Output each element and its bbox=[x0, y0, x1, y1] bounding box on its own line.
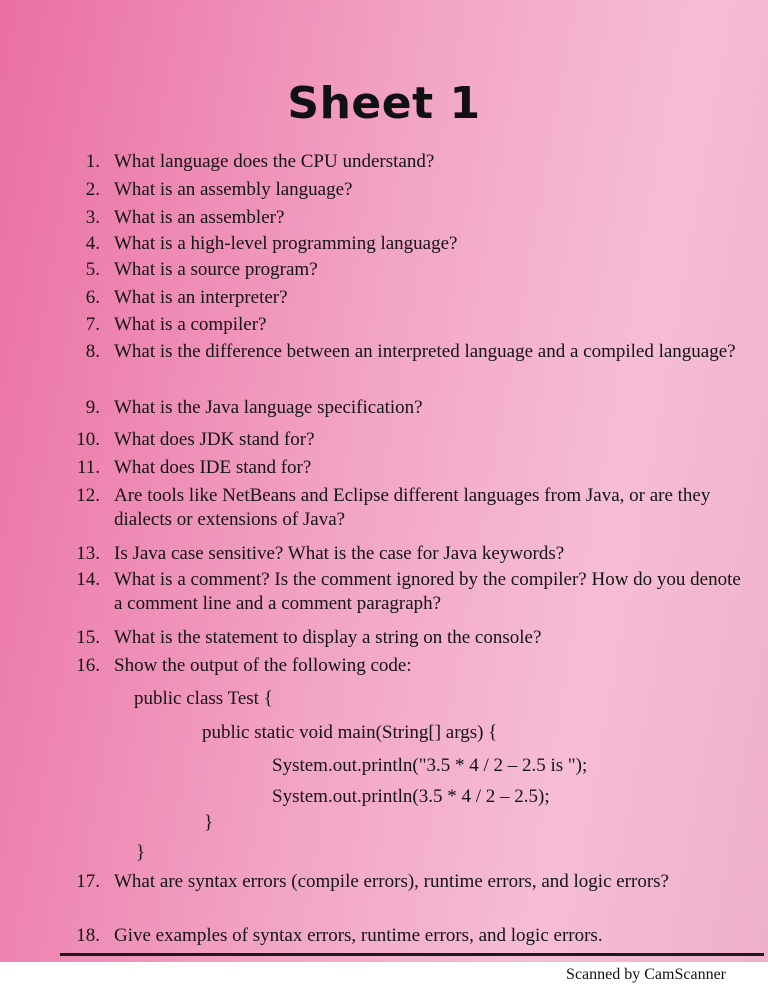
question-text: What language does the CPU understand? bbox=[114, 151, 435, 172]
question-text: What is an assembler? bbox=[114, 207, 285, 228]
question-number: 4. bbox=[85, 233, 100, 254]
question-number: 18. bbox=[76, 925, 100, 946]
scanner-watermark: Scanned by CamScanner bbox=[566, 966, 726, 983]
code-line: public static void main(String[] args) { bbox=[202, 722, 498, 743]
code-line: } bbox=[204, 812, 214, 833]
question-text: What is the Java language specification? bbox=[114, 397, 423, 418]
page-title: Sheet 1 bbox=[287, 78, 481, 129]
question-text: Is Java case sensitive? What is the case for Java keywords? bbox=[114, 543, 565, 564]
question-number: 16. bbox=[76, 655, 100, 676]
question-text: What is a source program? bbox=[114, 259, 318, 280]
code-line: } bbox=[136, 842, 146, 863]
question-number: 7. bbox=[85, 314, 100, 335]
question-text: Show the output of the following code: bbox=[114, 655, 412, 676]
question-number: 5. bbox=[85, 259, 100, 280]
question-number: 6. bbox=[85, 287, 100, 308]
question-text: Give examples of syntax errors, runtime errors, and logic errors. bbox=[114, 925, 603, 946]
question-number: 3. bbox=[85, 207, 100, 228]
question-number: 17. bbox=[76, 871, 100, 892]
code-line: System.out.println(3.5 * 4 / 2 – 2.5); bbox=[272, 786, 550, 807]
question-text: What is an assembly language? bbox=[114, 179, 353, 200]
question-text: What is an interpreter? bbox=[114, 287, 288, 308]
question-number: 10. bbox=[76, 429, 100, 450]
question-number: 15. bbox=[76, 627, 100, 648]
question-number: 11. bbox=[76, 457, 100, 478]
question-text: What does IDE stand for? bbox=[114, 457, 312, 478]
question-text: Are tools like NetBeans and Eclipse different languages from Java, or are they dialects or extensions of Java? bbox=[114, 485, 711, 530]
bottom-rule bbox=[60, 953, 764, 956]
question-text: What are syntax errors (compile errors), runtime errors, and logic errors? bbox=[114, 871, 669, 892]
code-line: System.out.println("3.5 * 4 / 2 – 2.5 is "); bbox=[272, 755, 588, 776]
question-text: What is a high-level programming language? bbox=[114, 233, 458, 254]
question-text: What does JDK stand for? bbox=[114, 429, 315, 450]
code-line: public class Test { bbox=[134, 688, 273, 709]
question-number: 9. bbox=[85, 397, 100, 418]
question-number: 8. bbox=[85, 341, 100, 362]
question-text: What is the statement to display a string on the console? bbox=[114, 627, 542, 648]
question-text: What is the difference between an interpreted language and a compiled language? bbox=[114, 341, 736, 362]
question-number: 12. bbox=[76, 485, 100, 506]
question-number: 14. bbox=[76, 569, 100, 590]
question-number: 1. bbox=[85, 151, 100, 172]
question-text: What is a compiler? bbox=[114, 314, 267, 335]
question-number: 2. bbox=[85, 179, 100, 200]
question-text: What is a comment? Is the comment ignored by the compiler? How do you denote a comment line and a comment paragraph? bbox=[114, 569, 741, 614]
question-number: 13. bbox=[76, 543, 100, 564]
